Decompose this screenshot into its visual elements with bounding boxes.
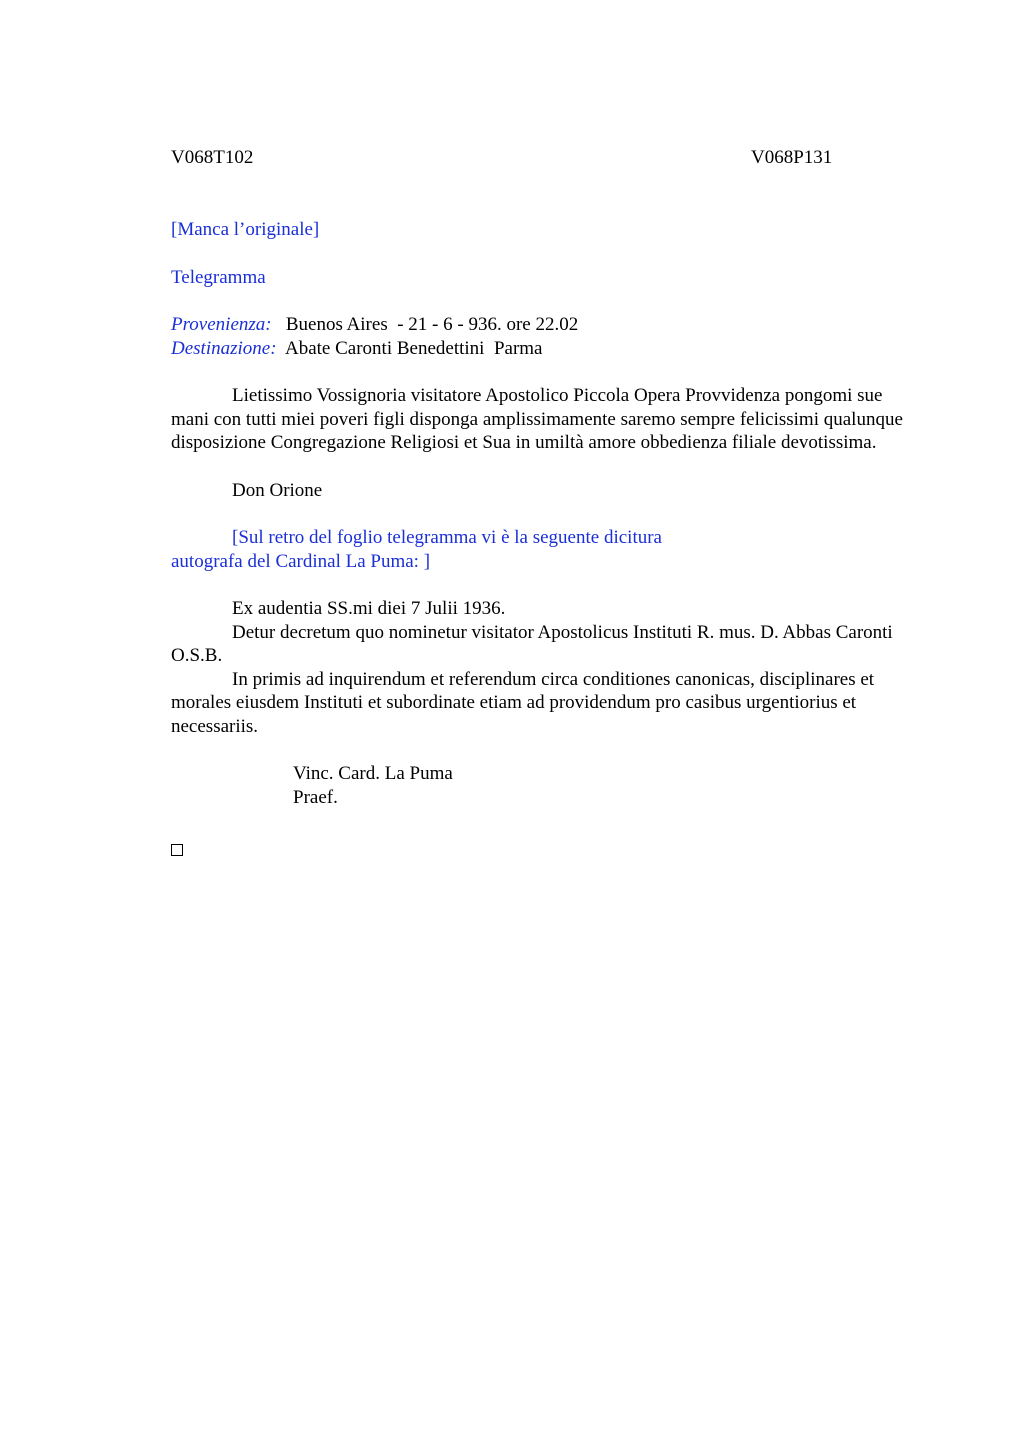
latin-instructions-paragraph: In primis ad inquirendum et referendum circa conditiones canonicas, disciplinares et morales eiusdem Instituti et subordinate etiam ad providendum pro casibus urgentiorius et necessariis. [171,668,875,737]
verso-note-line1: [Sul retro del foglio telegramma vi è la seguente dicitura [232,527,662,548]
sender-signature: Don Orione [232,479,323,501]
provenienza-label: Provenienza: [171,314,272,335]
destinazione-value: Abate Caronti Benedettini Parma [285,337,543,359]
document-code-left: V068T102 [171,147,254,168]
telegram-body: Lietissimo Vossignoria visitatore Apostolico Piccola Opera Provvidenza pongomi sue mani con tutti miei poveri figli disponga amplissimamente saremo sempre felicissimi qualunque disposizione Congregazione Religiosi et Sua in umiltà amore obbedienza filiale devotissima. [171,385,903,453]
document-page [171,146,923,863]
missing-original-note: [Manca l’originale] [171,219,320,240]
document-type-heading: Telegramma [171,266,266,288]
cardinal-signature-title: Praef. [293,786,338,808]
latin-decree-paragraph: Detur decretum quo nominetur visitator Apostolicus Instituti R. mus. D. Abbas Caronti O.S.B. [171,621,893,666]
verso-note-line2: autografa del Cardinal La Puma: ] [171,550,431,572]
latin-audience-line: Ex audentia SS.mi diei 7 Julii 1936. [232,598,506,619]
document-code-right: V068P131 [751,147,833,168]
verso-note [171,526,923,573]
destinazione-row [171,337,923,361]
header-codes [171,146,923,170]
provenienza-value: Buenos Aires - 21 - 6 - 936. ore 22.02 [285,314,579,335]
end-square-icon [171,844,183,856]
destinazione-label: Destinazione: [171,337,277,359]
provenienza-row [171,313,923,337]
cardinal-signature-name: Vinc. Card. La Puma [293,763,453,784]
